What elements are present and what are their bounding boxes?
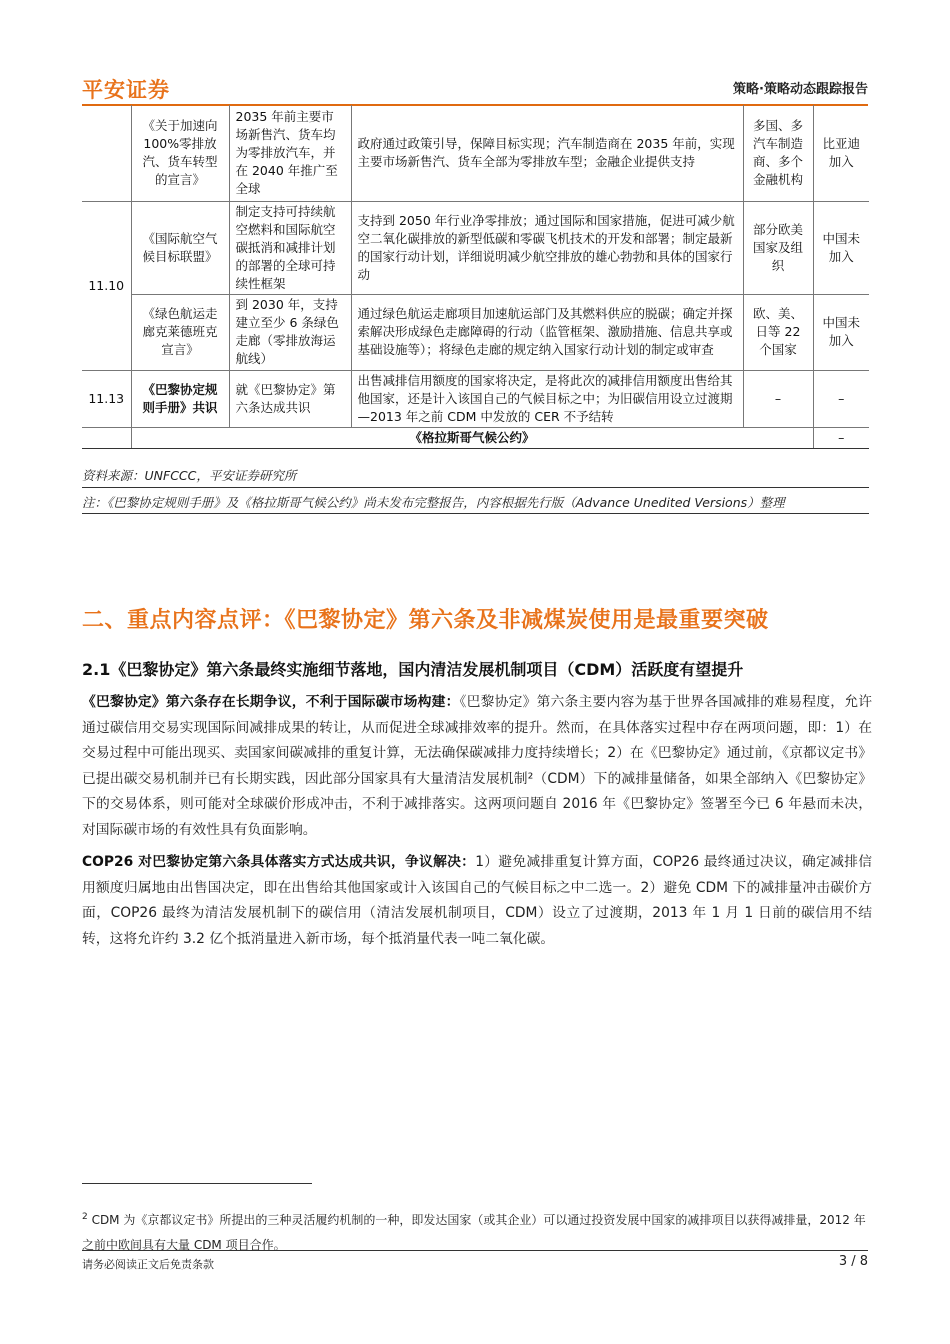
subsection-title: 2.1《巴黎协定》第六条最终实施细节落地，国内清洁发展机制项目（CDM）活跃度有望提升 [82,660,744,679]
table-row [82,105,869,201]
agreement-parties: 多国、多汽车制造商、多个金融机构 [743,105,813,201]
agreement-target: 就《巴黎协定》第六条达成共识 [229,370,351,427]
date-cell [82,105,131,201]
source-note: 资料来源：UNFCCC，平安证券研究所 [82,468,297,483]
paragraph-lead: 《巴黎协定》第六条存在长期争议，不利于国际碳市场构建： [82,694,460,710]
table-row [82,370,869,427]
disclaimer-text: 请务必阅读正文后免责条款 [82,1258,214,1271]
paragraph-lead: COP26 对巴黎协定第六条具体落实方式达成共识，争议解决： [82,854,476,870]
agreement-name: 《巴黎协定规则手册》共识 [131,370,229,427]
agreement-name: 《关于加速向100%零排放汽、货车转型的宣言》 [131,105,229,201]
date-cell: 11.13 [82,370,131,427]
agreement-content: 政府通过政策引导，保障目标实现；汽车制造商在 2035 年前，实现主要市场新售汽、货车全部为零排放车型；金融企业提供支持 [351,105,743,201]
date-cell: 11.10 [82,201,131,370]
agreement-content: 通过绿色航运走廊项目加速航运部门及其燃料供应的脱碳；确定并探索解决形成绿色走廊障碍的行动（监管框架、激励措施、信息共享或基础设施等）；将绿色走廊的规定纳入国家行动计划的制定或审查 [351,294,743,370]
agreement-parties: 部分欧美国家及组织 [743,201,813,294]
page-footer [82,1250,868,1275]
page-number: 3 / 8 [838,1254,868,1269]
agreement-content: 支持到 2050 年行业净零排放；通过国际和国家措施，促进可减少航空二氧化碳排放的新型低碳和零碳飞机技术的开发和部署；制定最新的国家行动计划，详细说明减少航空排放的雄心勃勃和具体的国家行动 [351,201,743,294]
table-row [82,294,869,370]
agreement-parties: 欧、美、日等 22 个国家 [743,294,813,370]
footnote-text: CDM 为《京都议定书》所提出的三种灵活履约机制的一种，即发达国家（或其企业）可以通过投资发展中国家的减排项目以获得减排量，2012 年之前中欧间具有大量 CDM 项目合作。 [82,1213,866,1252]
glasgow-pact-title: 《格拉斯哥气候公约》 [131,427,813,448]
paragraph-body: 《巴黎协定》第六条主要内容为基于世界各国减排的难易程度，允许通过碳信用交易实现国际间减排成果的转让，从而促进全球减排效率的提升。然而，在具体落实过程中存在两项问题，即：1）在交易过程中可能出现买、卖国家间碳减排的重复计算，无法确保碳减排力度持续增长；2）在《巴黎协定》通过前，《京都议定书》已提出碳交易机制并已有长期实践，因此部分国家具有大量清洁发展机制²（CDM）下的减排量储备，如果全部纳入《巴黎协定》下的交易体系，则可能对全球碳价形成冲击，不利于减排落实。这两项问题自 2016 年《巴黎协定》签署至今已 6 年悬而未决，对国际碳市场的有效性具有负面影响。 [82,694,872,838]
divider [82,487,869,488]
paragraph [82,850,872,952]
agreement-content: 出售减排信用额度的国家将决定，是将此次的减排信用额度出售给其他国家，还是计入该国自己的气候目标之中；为旧碳信用设立过渡期—2013 年之前 CDM 中发放的 CER 不予结转 [351,370,743,427]
date-cell [82,427,131,448]
china-status: – [813,427,869,448]
table-note: 注：《巴黎协定规则手册》及《格拉斯哥气候公约》尚未发布完整报告，内容根据先行版（Advance Unedited Versions）整理 [82,495,785,510]
china-status: 中国未加入 [813,294,869,370]
report-type: 策略·策略动态跟踪报告 [733,82,868,97]
table-row [82,201,869,294]
agreement-name: 《绿色航运走廊克莱德班克宣言》 [131,294,229,370]
divider [82,513,869,514]
page-header [82,70,868,106]
footnote-marker: 2 [82,1212,88,1222]
table-row [82,427,869,448]
agreement-target: 制定支持可持续航空燃料和国际航空碳抵消和减排计划的部署的全球可持续性框架 [229,201,351,294]
footnote-divider [82,1183,312,1184]
agreement-target: 2035 年前主要市场新售汽、货车均为零排放汽车，并在 2040 年推广至全球 [229,105,351,201]
agreements-table [82,105,869,449]
china-status: 中国未加入 [813,201,869,294]
paragraph-body: 1）避免减排重复计算方面，COP26 最终通过决议，确定减排信用额度归属地由出售国决定，即在出售给其他国家或计入该国自己的气候目标之中二选一。2）避免 CDM 下的减排量冲击碳价方面，COP26 最终为清洁发展机制下的碳信用（清洁发展机制项目，CDM）设立了过渡期，2013 年 1 月 1 日前的碳信用不结转，这将允许约 3.2 亿个抵消量进入新市场，每个抵消量代表一吨二氧化碳。 [82,854,872,947]
agreement-name: 《国际航空气候目标联盟》 [131,201,229,294]
brand-logo: 平安证券 [82,78,170,102]
section-title: 二、重点内容点评：《巴黎协定》第六条及非减煤炭使用是最重要突破 [82,608,769,633]
china-status: – [813,370,869,427]
china-status: 比亚迪加入 [813,105,869,201]
agreement-target: 到 2030 年，支持建立至少 6 条绿色走廊（零排放海运航线） [229,294,351,370]
paragraph [82,690,872,843]
agreement-parties: – [743,370,813,427]
